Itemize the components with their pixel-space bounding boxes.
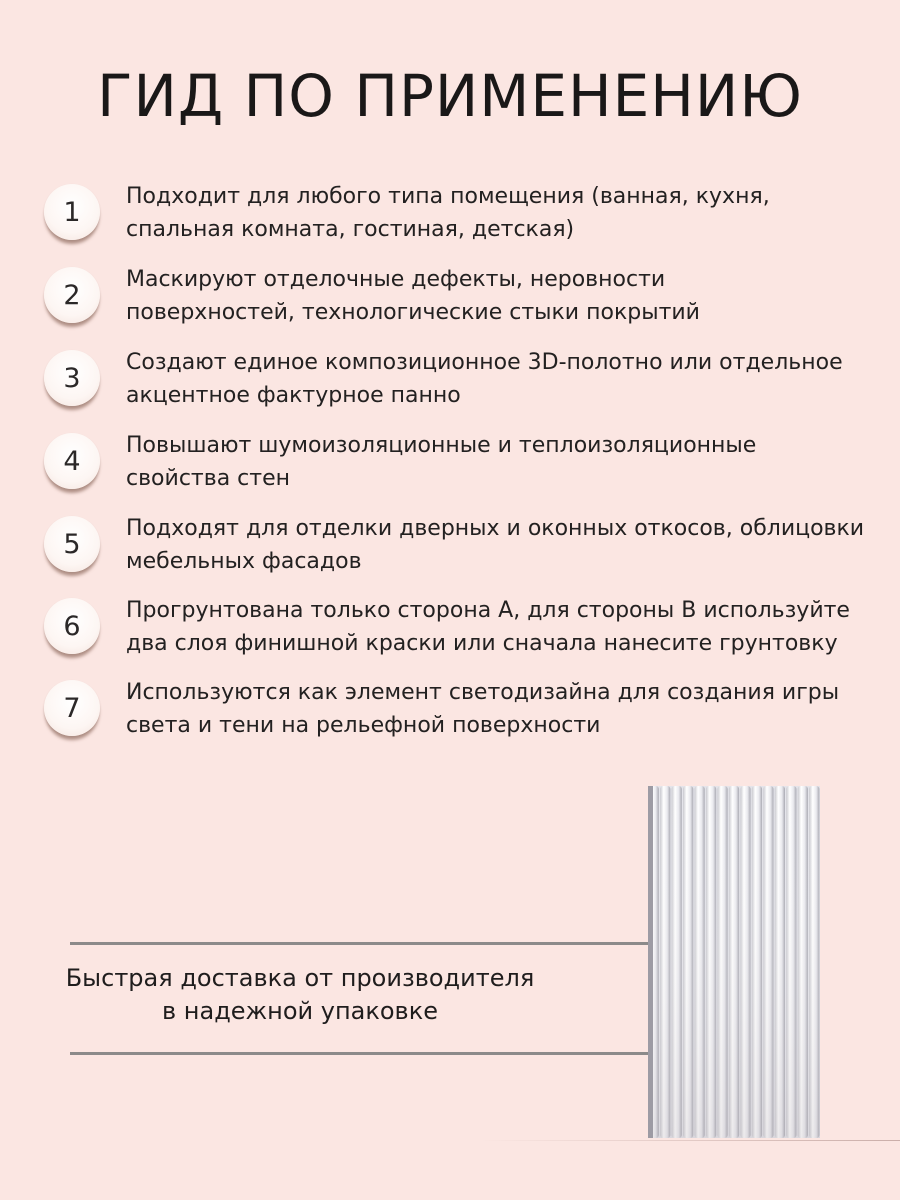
item-text-line: Повышают шумоизоляционные и теплоизоляционные — [126, 433, 757, 458]
number-badge: 7 — [44, 680, 100, 736]
number-badge: 3 — [44, 350, 100, 406]
divider-bottom — [70, 1052, 652, 1055]
list-item — [0, 512, 900, 592]
item-text — [126, 263, 866, 329]
fluted-wall-panel-icon — [648, 786, 820, 1138]
item-text — [126, 429, 866, 495]
item-text-line: свойства стен — [126, 466, 291, 491]
item-text-line: акцентное фактурное панно — [126, 383, 461, 408]
list-item — [0, 263, 900, 343]
item-text-line: Маскируют отделочные дефекты, неровности — [126, 267, 666, 292]
item-text-line: Прогрунтована только сторона А, для стороны В используйте — [126, 598, 850, 623]
page-title: ГИД ПО ПРИМЕНЕНИЮ — [97, 62, 803, 130]
floor-shadow-line — [480, 1140, 900, 1141]
number-badge: 6 — [44, 598, 100, 654]
item-text-line: Подходит для любого типа помещения (ванная, кухня, — [126, 184, 770, 209]
item-text-line: Используются как элемент светодизайна для создания игры — [126, 680, 840, 705]
item-text-line: два слоя финишной краски или сначала нанесите грунтовку — [126, 631, 838, 656]
number-badge: 1 — [44, 184, 100, 240]
list-item — [0, 594, 900, 674]
item-text — [126, 676, 866, 742]
item-text — [126, 594, 866, 660]
item-text-line: Создают единое композиционное 3D-полотно или отдельное — [126, 350, 843, 375]
item-text-line: Подходят для отделки дверных и оконных откосов, облицовки — [126, 516, 865, 541]
item-text-line: поверхностей, технологические стыки покрытий — [126, 300, 700, 325]
number-badge: 4 — [44, 433, 100, 489]
number-badge: 2 — [44, 267, 100, 323]
delivery-note — [40, 962, 560, 1028]
number-badge: 5 — [44, 516, 100, 572]
delivery-line: Быстрая доставка от производителя — [65, 964, 535, 992]
list-item — [0, 429, 900, 509]
item-text-line: спальная комната, гостиная, детская) — [126, 217, 575, 242]
item-text — [126, 512, 866, 578]
item-text — [126, 180, 866, 246]
list-item — [0, 676, 900, 756]
item-text — [126, 346, 866, 412]
list-item — [0, 346, 900, 426]
list-item — [0, 180, 900, 260]
item-text-line: света и тени на рельефной поверхности — [126, 713, 601, 738]
item-text-line: мебельных фасадов — [126, 549, 362, 574]
divider-top — [70, 942, 652, 945]
delivery-line: в надежной упаковке — [162, 997, 438, 1025]
